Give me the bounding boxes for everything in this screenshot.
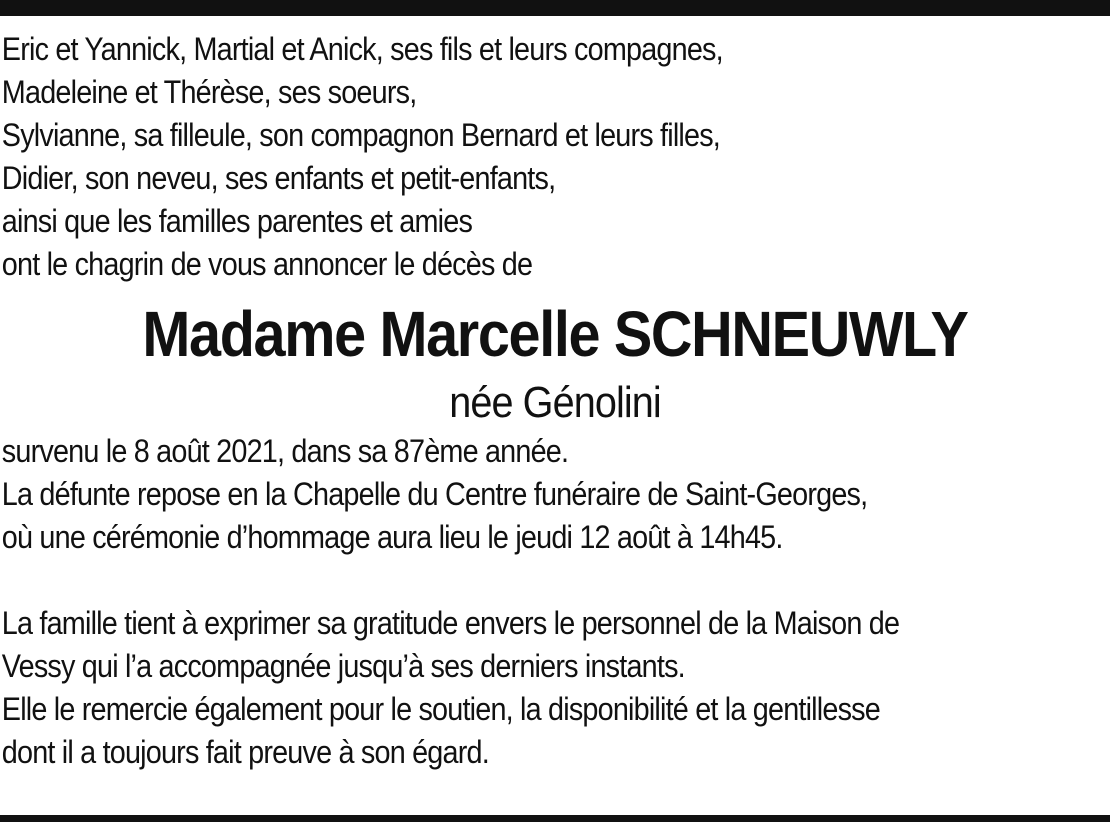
details-paragraph [0,430,1110,559]
intro-paragraph [0,28,1110,286]
intro-line: ont le chagrin de vous annoncer le décès de [1,246,533,282]
details-line: où une cérémonie d’hommage aura lieu le jeudi 12 août à 14h45. [1,519,783,555]
obituary-notice [0,28,1110,774]
intro-line: Sylvianne, sa filleule, son compagnon Bernard et leurs filles, [1,117,721,153]
maiden-name: née Génolini [449,378,661,427]
gratitude-line: Vessy qui l’a accompagnée jusqu’à ses derniers instants. [1,648,685,684]
intro-line: Eric et Yannick, Martial et Anick, ses fils et leurs compagnes, [1,31,723,67]
gratitude-line: Elle le remercie également pour le soutien, la disponibilité et la gentillesse [1,691,880,727]
intro-line: Didier, son neveu, ses enfants et petit-enfants, [1,160,556,196]
gratitude-line: dont il a toujours fait preuve à son égard. [1,734,489,770]
gratitude-line: La famille tient à exprimer sa gratitude envers le personnel de la Maison de [1,605,900,641]
gratitude-paragraph [0,602,1110,774]
details-line: survenu le 8 août 2021, dans sa 87ème année. [1,433,569,469]
intro-line: Madeleine et Thérèse, ses soeurs, [1,74,417,110]
top-border-rule [0,0,1110,16]
bottom-border-rule [0,815,1110,822]
intro-line: ainsi que les familles parentes et amies [1,203,473,239]
details-line: La défunte repose en la Chapelle du Centre funéraire de Saint-Georges, [1,476,868,512]
paragraph-spacer [0,559,1110,602]
deceased-name: Madame Marcelle SCHNEUWLY [142,298,968,370]
